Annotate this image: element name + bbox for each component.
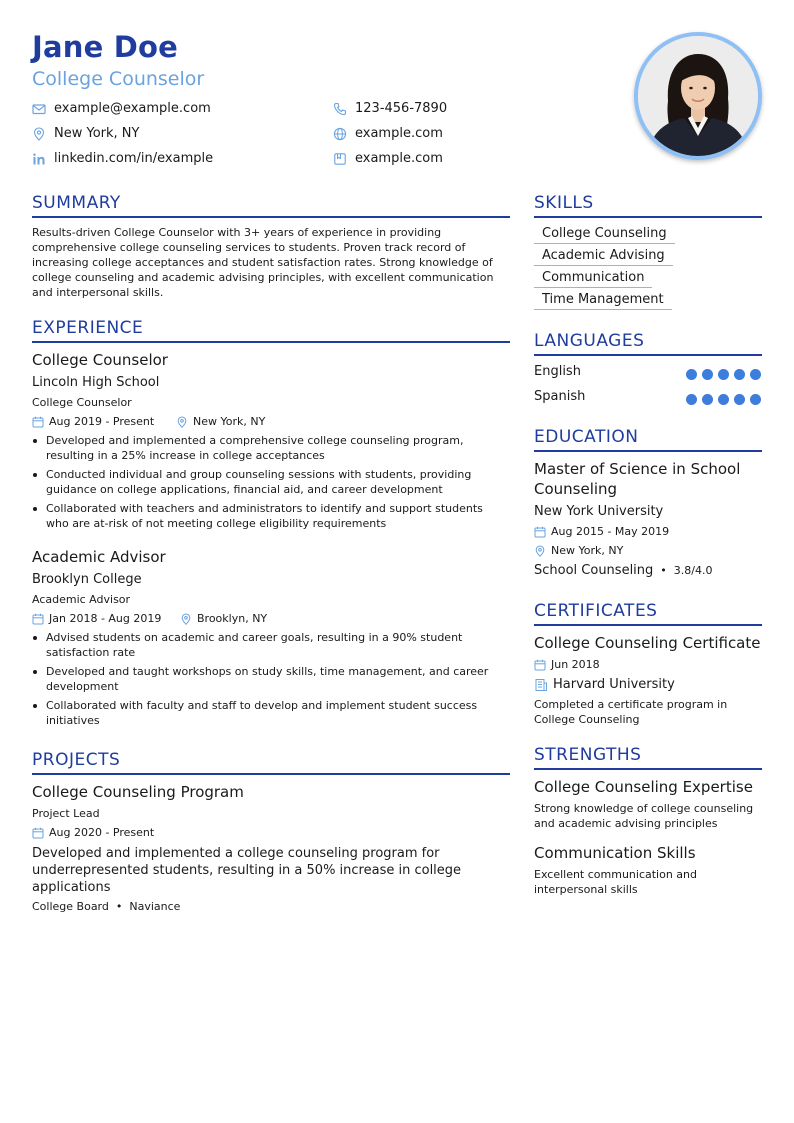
candidate-title: College Counselor <box>32 68 205 90</box>
contact-email-text: example@example.com <box>54 101 211 116</box>
job-title: Academic Advisor <box>32 548 166 566</box>
education-field-gpa <box>534 563 713 578</box>
job-dates-text: Jan 2018 - Aug 2019 <box>49 612 162 625</box>
job-company: Lincoln High School <box>32 375 160 390</box>
contact-linkedin-text: linkedin.com/in/example <box>54 151 214 166</box>
language-level-dot <box>702 369 713 380</box>
language-level-dot <box>686 369 697 380</box>
bullet-item: Collaborated with teachers and administrators to identify and support students who are at-risk of not meeting college eligibility requirements <box>32 501 508 531</box>
contact-email[interactable] <box>32 101 211 116</box>
job-title: College Counselor <box>32 351 168 369</box>
job-dates <box>32 415 154 428</box>
skill-item: College Counseling <box>534 226 675 244</box>
project-description: Developed and implemented a college counseling program for underrepresented students, resulting in a 50% increase in college applications <box>32 846 462 895</box>
certificate-issuer <box>534 677 675 692</box>
language-level-dots <box>686 394 761 405</box>
contact-portfolio[interactable] <box>333 151 443 166</box>
degree-title-line2: Counseling <box>534 480 618 498</box>
tag-separator: • <box>115 900 123 913</box>
strength-title: Communication Skills <box>534 844 696 862</box>
languages-heading: LANGUAGES <box>534 331 645 351</box>
job-dates-text: Aug 2019 - Present <box>49 415 155 428</box>
bullet-item: Developed and implemented a comprehensive college counseling program, resulting in a 25% increase in college acceptances <box>32 433 508 463</box>
projects-heading: PROJECTS <box>32 750 121 770</box>
language-level-dot <box>750 394 761 405</box>
linkedin-icon <box>32 152 46 166</box>
project-dates <box>32 826 154 839</box>
strength-description: Strong knowledge of college counseling and academic advising principles <box>534 802 754 830</box>
degree-title-line1: Master of Science in School <box>534 460 741 478</box>
project-tag: College Board <box>32 900 109 913</box>
education-location <box>534 544 623 557</box>
certificate-date <box>534 658 600 671</box>
field-separator: • <box>660 564 667 577</box>
job-role: College Counselor <box>32 396 132 409</box>
job-bullets <box>32 433 508 535</box>
portfolio-icon <box>333 152 347 166</box>
certificates-heading: CERTIFICATES <box>534 601 658 621</box>
job-location-text: New York, NY <box>193 415 266 428</box>
strengths-heading: STRENGTHS <box>534 745 642 765</box>
contact-phone[interactable] <box>333 101 447 116</box>
contact-location <box>32 126 139 141</box>
language-level-dot <box>718 394 729 405</box>
contact-portfolio-text: example.com <box>355 151 443 166</box>
job-bullets <box>32 630 508 732</box>
calendar-icon <box>534 526 546 538</box>
project-tags <box>32 900 180 913</box>
experience-heading: EXPERIENCE <box>32 318 144 338</box>
job-role: Academic Advisor <box>32 593 131 606</box>
projects-divider <box>32 773 510 775</box>
location-pin-icon <box>534 545 546 557</box>
languages-divider <box>534 354 762 356</box>
language-level-dots <box>686 369 761 380</box>
skills-divider <box>534 216 762 218</box>
profile-photo <box>638 36 758 156</box>
language-level-dot <box>734 394 745 405</box>
skill-item: Time Management <box>534 292 672 310</box>
profile-photo-frame <box>634 32 762 160</box>
skills-heading: SKILLS <box>534 193 594 213</box>
education-dates-text: Aug 2015 - May 2019 <box>551 525 670 538</box>
certificate-title: College Counseling Certificate <box>534 634 761 652</box>
job-company: Brooklyn College <box>32 572 142 587</box>
project-tag: Naviance <box>129 900 181 913</box>
contact-location-text: New York, NY <box>54 126 140 141</box>
school-name: New York University <box>534 504 664 519</box>
project-role: Project Lead <box>32 807 100 820</box>
job-location <box>176 415 265 428</box>
strength-description: Excellent communication and interpersonal skills <box>534 868 698 896</box>
calendar-icon <box>32 613 44 625</box>
calendar-icon <box>534 659 546 671</box>
mail-icon <box>32 102 46 116</box>
phone-icon <box>333 102 347 116</box>
language-level-dot <box>718 369 729 380</box>
education-gpa: 3.8/4.0 <box>673 564 713 577</box>
calendar-icon <box>32 416 44 428</box>
language-level-dot <box>734 369 745 380</box>
summary-heading: SUMMARY <box>32 193 121 213</box>
education-location-text: New York, NY <box>551 544 624 557</box>
certificate-description: Completed a certificate program in College Counseling <box>534 698 728 726</box>
bullet-item: Collaborated with faculty and staff to develop and implement student success initiatives <box>32 698 508 728</box>
certificate-issuer-text: Harvard University <box>553 677 675 692</box>
contact-linkedin[interactable] <box>32 151 213 166</box>
summary-text: Results-driven College Counselor with 3+ years of experience in providing comprehensive college counseling services to students. Proven track record of increasing college acceptances and student satisfaction rates. Strong knowledge of college counseling and academic advising principles, with excellent communication and interpersonal skills. <box>32 226 494 299</box>
language-name: English <box>534 364 581 379</box>
location-pin-icon <box>180 613 192 625</box>
skill-item: Academic Advising <box>534 248 673 266</box>
job-dates <box>32 612 161 625</box>
calendar-icon <box>32 827 44 839</box>
education-divider <box>534 450 762 452</box>
experience-divider <box>32 341 510 343</box>
job-location <box>180 612 267 625</box>
building-icon <box>534 678 548 692</box>
certificate-date-text: Jun 2018 <box>551 658 600 671</box>
education-dates <box>534 525 669 538</box>
bullet-item: Advised students on academic and career goals, resulting in a 90% student satisfaction rate <box>32 630 508 660</box>
language-level-dot <box>702 394 713 405</box>
contact-phone-text: 123-456-7890 <box>355 101 448 116</box>
language-level-dot <box>686 394 697 405</box>
project-title: College Counseling Program <box>32 783 244 801</box>
job-location-text: Brooklyn, NY <box>197 612 268 625</box>
contact-website-text: example.com <box>355 126 443 141</box>
language-level-dot <box>750 369 761 380</box>
summary-divider <box>32 216 510 218</box>
strengths-divider <box>534 768 762 770</box>
education-heading: EDUCATION <box>534 427 639 447</box>
location-pin-icon <box>32 127 46 141</box>
strength-title: College Counseling Expertise <box>534 778 753 796</box>
bullet-item: Developed and taught workshops on study skills, time management, and career development <box>32 664 508 694</box>
location-pin-icon <box>176 416 188 428</box>
certificates-divider <box>534 624 762 626</box>
bullet-item: Conducted individual and group counseling sessions with students, providing guidance on college applications, financial aid, and career development <box>32 467 508 497</box>
candidate-name: Jane Doe <box>32 30 179 64</box>
language-name: Spanish <box>534 389 586 404</box>
contact-website[interactable] <box>333 126 443 141</box>
education-field: School Counseling <box>534 563 654 578</box>
skill-item: Communication <box>534 270 652 288</box>
project-dates-text: Aug 2020 - Present <box>49 826 155 839</box>
globe-icon <box>333 127 347 141</box>
